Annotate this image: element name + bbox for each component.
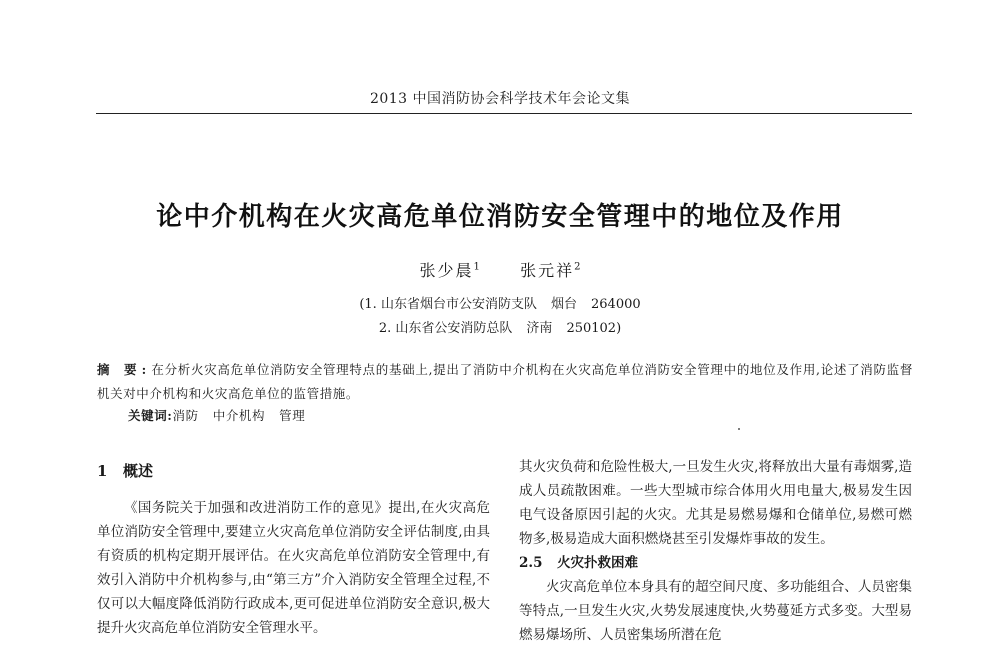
affiliation-prefix: (1. xyxy=(359,297,377,312)
body-paragraph: 其火灾负荷和危险性极大,一旦发生火灾,将释放出大量有毒烟雾,造成人员疏散困难。一些大型城市综合体用火用电量大,极易发生因电气设备原因引起的火灾。尤其是易燃易爆和仓储单位,易燃可燃物多,极易造成大面积燃烧甚至引发爆炸事故的发生。 xyxy=(519,459,912,547)
affiliation-prefix: 2. xyxy=(378,321,392,336)
subsection-heading xyxy=(519,551,912,575)
author-name: 张少晨 xyxy=(419,261,474,280)
left-column xyxy=(97,455,490,640)
body-paragraph: 火灾高危单位本身具有的超空间尺度、多功能组合、人员密集等特点,一旦发生火灾,火势发展速度快,火势蔓延方式多变。大型易燃易爆场所、人员密集场所潜在危 xyxy=(519,579,912,643)
abstract-label: 摘 要: xyxy=(97,362,152,377)
abstract-text: 在分析火灾高危单位消防安全管理特点的基础上,提出了消防中介机构在火灾高危单位消防安全管理中的地位及作用,论述了消防监督机关对中介机构和火灾高危单位的监管措施。 xyxy=(97,362,913,401)
running-head: 2013 中国消防协会科学技术年会论文集 xyxy=(369,91,631,107)
section-heading xyxy=(97,456,490,486)
abstract xyxy=(97,358,913,406)
author-affil-mark: 2 xyxy=(574,261,581,273)
section-number: 1 xyxy=(97,462,108,480)
subsection-title: 火灾扑救困难 xyxy=(557,555,638,571)
paper-title: 论中介机构在火灾高危单位消防安全管理中的地位及作用 xyxy=(156,202,844,232)
affiliation-postcode: 250102) xyxy=(566,321,622,336)
keyword: 消防 xyxy=(172,408,199,423)
affiliation-line xyxy=(0,317,1000,336)
section-title: 概述 xyxy=(123,462,154,480)
affiliation-org: 山东省烟台市公安消防支队 xyxy=(380,297,537,312)
affiliation-city: 济南 xyxy=(526,321,553,336)
keywords-label: 关键词: xyxy=(128,408,173,423)
affiliation-org: 山东省公安消防总队 xyxy=(395,321,513,336)
scan-speck xyxy=(738,428,740,430)
keyword: 管理 xyxy=(279,408,306,423)
author-line xyxy=(0,258,1000,281)
body-paragraph: 《国务院关于加强和改进消防工作的意见》提出,在火灾高危单位消防安全管理中,要建立火灾高危单位消防安全评估制度,由具有资质的机构定期开展评估。在火灾高危单位消防安全管理中,有效引入消防中介机构参与,由“第三方”介入消防安全管理全过程,不仅可以大幅度降低消防行政成本,更可促进单位消防安全意识,极大提升火灾高危单位消防安全管理水平。 xyxy=(97,500,490,636)
author-affil-mark: 1 xyxy=(473,261,480,273)
header-rule xyxy=(96,113,912,114)
keyword: 中介机构 xyxy=(212,408,266,423)
keywords-line xyxy=(128,406,319,424)
author-name: 张元祥 xyxy=(520,261,575,280)
subsection-number: 2.5 xyxy=(519,555,543,571)
affiliation-postcode: 264000 xyxy=(591,297,641,312)
right-column xyxy=(519,455,912,647)
affiliation-city: 烟台 xyxy=(550,297,577,312)
affiliation-line xyxy=(0,293,1000,312)
